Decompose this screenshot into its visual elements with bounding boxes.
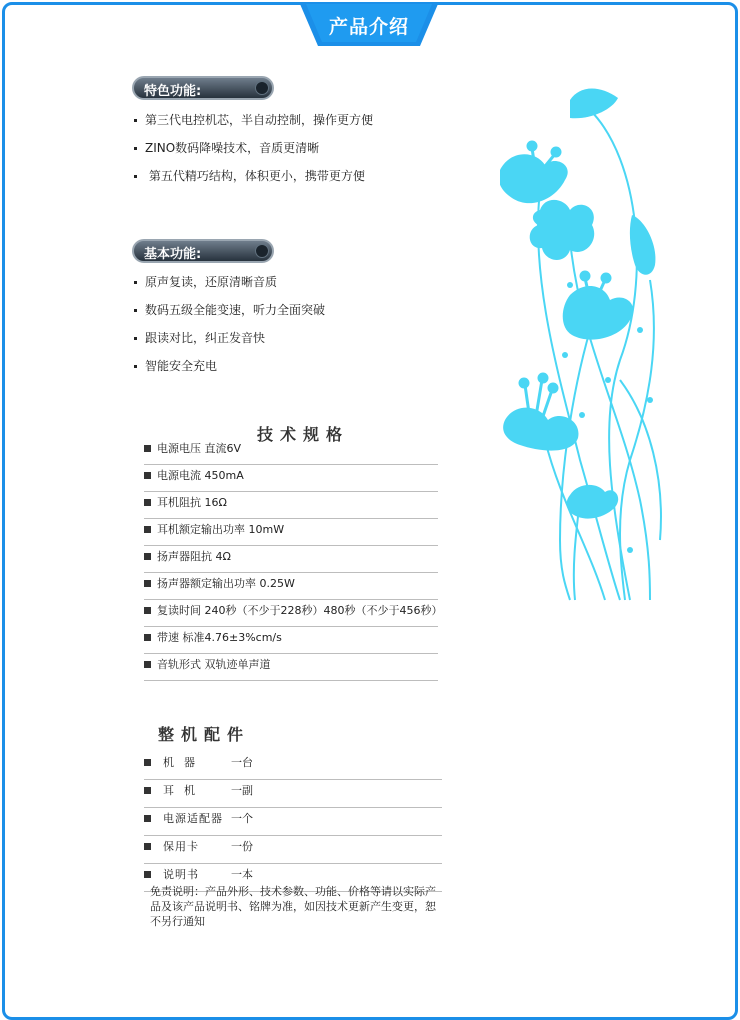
list-item: 智能安全充电 — [134, 356, 325, 384]
basic-list — [134, 272, 325, 384]
table-row: 音轨形式 双轨迹单声道 — [144, 654, 438, 681]
table-row: 扬声器阻抗 4Ω — [144, 546, 438, 573]
basic-heading: 基本功能: — [144, 247, 202, 262]
list-item: 数码五级全能变速，听力全面突破 — [134, 300, 325, 328]
features-heading: 特色功能: — [144, 84, 202, 99]
table-row: 机 器 一台 — [144, 752, 442, 780]
table-row: 说明书 一本 — [144, 864, 442, 892]
bullet-icon — [134, 365, 137, 368]
bullet-icon — [134, 147, 137, 150]
square-bullet-icon — [144, 759, 151, 766]
square-bullet-icon — [144, 499, 151, 506]
table-row: 耳 机 一副 — [144, 780, 442, 808]
square-bullet-icon — [144, 553, 151, 560]
square-bullet-icon — [144, 661, 151, 668]
specs-title: 技术规格 — [257, 425, 350, 444]
square-bullet-icon — [144, 815, 151, 822]
list-item: 跟读对比，纠正发音快 — [134, 328, 325, 356]
bullet-icon — [134, 309, 137, 312]
list-item: 第三代电控机芯，半自动控制，操作更方便 — [134, 110, 373, 138]
table-row: 耳机阻抗 16Ω — [144, 492, 438, 519]
flower-decoration-icon — [500, 80, 675, 610]
features-heading-pill — [132, 76, 274, 100]
square-bullet-icon — [144, 580, 151, 587]
pill-knob-icon — [255, 81, 269, 95]
bullet-icon — [134, 337, 137, 340]
table-row: 复读时间 240秒（不少于228秒）480秒（不少于456秒） — [144, 600, 438, 627]
table-row: 带速 标准4.76±3%cm/s — [144, 627, 438, 654]
square-bullet-icon — [144, 843, 151, 850]
list-item: ZINO数码降噪技术，音质更清晰 — [134, 138, 373, 166]
accessories-title: 整机配件 — [158, 725, 251, 744]
specs-table — [144, 438, 443, 681]
page-title: 产品介绍 — [328, 16, 409, 38]
table-row: 电源电流 450mA — [144, 465, 438, 492]
disclaimer-text: 免责说明：产品外形、技术参数、功能、价格等请以实际产品及该产品说明书、铭牌为准，如因技术更新产生变更，恕不另行通知 — [150, 885, 436, 928]
square-bullet-icon — [144, 607, 151, 614]
list-item: 原声复读，还原清晰音质 — [134, 272, 325, 300]
table-row: 扬声器额定输出功率 0.25W — [144, 573, 438, 600]
features-list — [134, 110, 373, 194]
square-bullet-icon — [144, 787, 151, 794]
table-row: 电源电压 直流6V — [144, 438, 438, 465]
bullet-icon — [134, 175, 137, 178]
table-row: 保用卡 一份 — [144, 836, 442, 864]
square-bullet-icon — [144, 871, 151, 878]
table-row: 耳机额定输出功率 10mW — [144, 519, 438, 546]
bullet-icon — [134, 281, 137, 284]
pill-knob-icon — [255, 244, 269, 258]
list-item: 第五代精巧结构，体积更小，携带更方便 — [134, 166, 373, 194]
accessories-table — [144, 752, 442, 892]
table-row: 电源适配器 一个 — [144, 808, 442, 836]
bullet-icon — [134, 119, 137, 122]
square-bullet-icon — [144, 634, 151, 641]
square-bullet-icon — [144, 526, 151, 533]
header-tab — [300, 0, 438, 46]
square-bullet-icon — [144, 445, 151, 452]
basic-heading-pill — [132, 239, 274, 263]
square-bullet-icon — [144, 472, 151, 479]
